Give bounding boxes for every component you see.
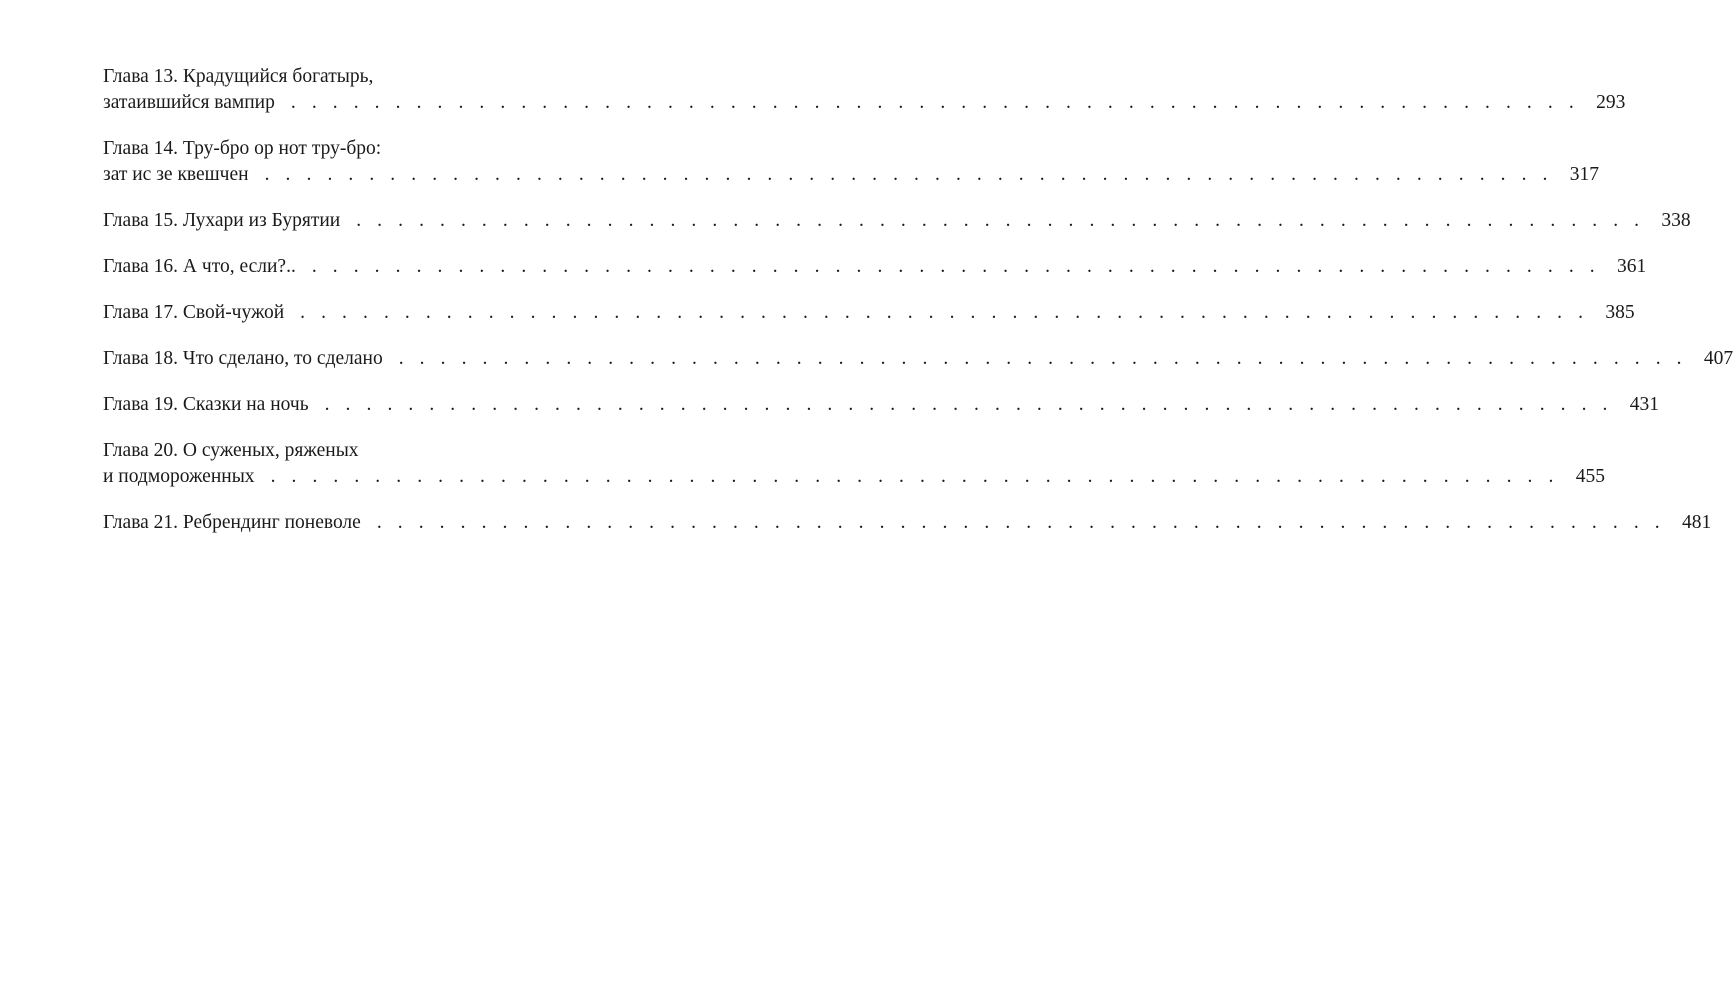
toc-entry [103, 254, 1647, 280]
toc-entry-line [103, 162, 1600, 188]
toc-entry-title: Глава 17. Свой-чужой [103, 302, 285, 323]
toc-entry-line [103, 392, 1660, 418]
toc-entry-page-number: 455 [1575, 466, 1605, 487]
toc-entry-page-number: 317 [1569, 164, 1600, 185]
toc-entry-line [103, 90, 1626, 116]
dot-leader: . . . . . . . . . . . . . . . . . . . . . . . . . . . . . . . . . . . . . . . . . . . . . . . . . . . . . . . . . . . . . . [264, 164, 1554, 185]
toc-entry [103, 64, 1626, 116]
toc-entry-title: зат ис зе квешчен [103, 164, 249, 185]
toc-entry-page-number: 293 [1596, 92, 1626, 113]
toc-entry-page-number: 431 [1629, 394, 1660, 415]
dot-leader: . . . . . . . . . . . . . . . . . . . . . . . . . . . . . . . . . . . . . . . . . . . . . . . . . . . . . . . . . . . . . . [290, 92, 1580, 113]
dot-leader: . . . . . . . . . . . . . . . . . . . . . . . . . . . . . . . . . . . . . . . . . . . . . . . . . . . . . . . . . . . . . . [270, 466, 1559, 487]
toc-entry [103, 392, 1660, 418]
dot-leader: . . . . . . . . . . . . . . . . . . . . . . . . . . . . . . . . . . . . . . . . . . . . . . . . . . . . . . . . . . . . . . [356, 210, 1645, 231]
toc-entry [103, 208, 1691, 234]
dot-leader: . . . . . . . . . . . . . . . . . . . . . . . . . . . . . . . . . . . . . . . . . . . . . . . . . . . . . . . . . . . . . . [324, 394, 1614, 415]
toc-entry-title: Глава 16. А что, если?.. [103, 256, 296, 277]
toc-entry-line [103, 346, 1733, 372]
toc-entry-title: Глава 18. Что сделано, то сделано [103, 348, 383, 369]
toc-entry [103, 510, 1712, 536]
toc-entry-line [103, 208, 1691, 234]
toc-entry-title: Глава 14. Тру-бро ор нот тру-бро: [103, 138, 382, 159]
dot-leader: . . . . . . . . . . . . . . . . . . . . . . . . . . . . . . . . . . . . . . . . . . . . . . . . . . . . . . . . . . . . . . [398, 348, 1688, 369]
toc-entry-line [103, 300, 1635, 326]
dot-leader: . . . . . . . . . . . . . . . . . . . . . . . . . . . . . . . . . . . . . . . . . . . . . . . . . . . . . . . . . . . . . . [311, 256, 1601, 277]
dot-leader: . . . . . . . . . . . . . . . . . . . . . . . . . . . . . . . . . . . . . . . . . . . . . . . . . . . . . . . . . . . . . . [376, 512, 1666, 533]
toc-entry-line [103, 136, 698, 162]
toc-entry-title: Глава 20. О суженых, ряженых [103, 440, 359, 461]
toc-entry-title: Глава 21. Ребрендинг поневоле [103, 512, 361, 533]
toc-entry [103, 136, 1600, 188]
toc-entry-line [103, 438, 698, 464]
toc-entry-page-number: 361 [1617, 256, 1647, 277]
toc-entry [103, 300, 1635, 326]
toc-entry-title: Глава 19. Сказки на ночь [103, 394, 309, 415]
toc-entry-title: затаившийся вампир [103, 92, 275, 113]
toc-entry-page-number: 338 [1661, 210, 1691, 231]
dot-leader: . . . . . . . . . . . . . . . . . . . . . . . . . . . . . . . . . . . . . . . . . . . . . . . . . . . . . . . . . . . . . . [300, 302, 1589, 323]
toc-entry-title: Глава 13. Крадущийся богатырь, [103, 66, 374, 87]
toc-entry-title: и подмороженных [103, 466, 255, 487]
toc-entry [103, 346, 1733, 372]
table-of-contents [103, 64, 1733, 556]
toc-entry-line [103, 64, 698, 90]
toc-entry-page-number: 385 [1605, 302, 1635, 323]
toc-entry [103, 438, 1605, 490]
toc-entry-page-number: 407 [1703, 348, 1733, 369]
toc-entry-title: Глава 15. Лухари из Бурятии [103, 210, 341, 231]
toc-entry-line [103, 254, 1647, 280]
toc-entry-line [103, 464, 1605, 490]
toc-entry-page-number: 481 [1682, 512, 1712, 533]
toc-entry-line [103, 510, 1712, 536]
